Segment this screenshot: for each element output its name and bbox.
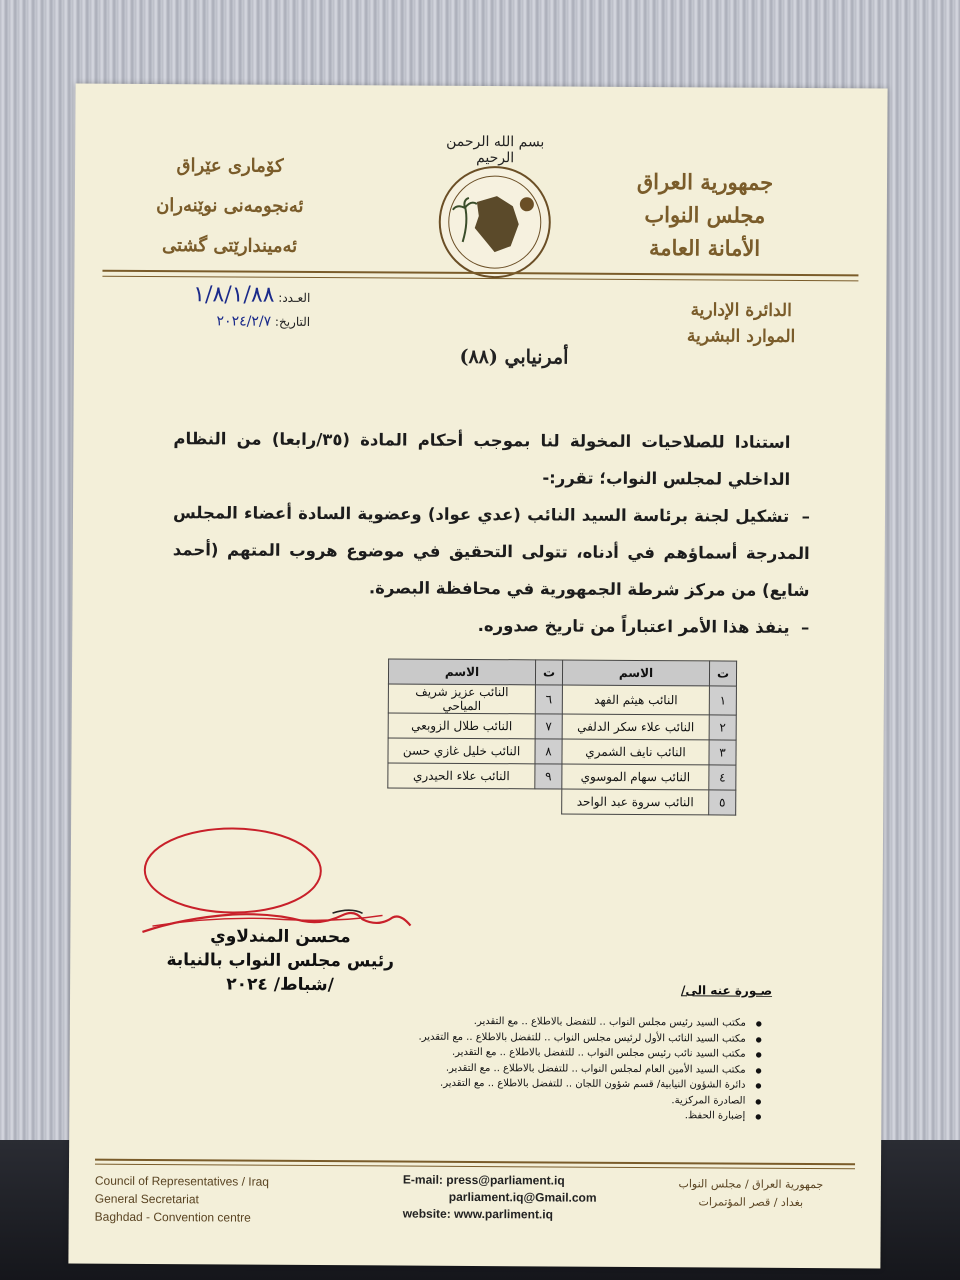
member-name: النائب علاء الحيدري <box>388 763 535 789</box>
order-title: أمرنيابي (٨٨) <box>459 345 569 369</box>
col-num-header: ت <box>709 661 736 686</box>
letterhead-right <box>595 165 816 265</box>
footer-en-line-2: General Secretariat <box>94 1191 199 1207</box>
list-item: ● مكتب السيد نائب رئيس مجلس النواب .. للتفضل بالاطلاع .. مع التقدير. <box>382 1044 762 1062</box>
date-label: التاريخ: <box>274 314 311 329</box>
list-item: ● مكتب السيد رئيس مجلس النواب .. للتفضل بالاطلاع .. مع التقدير. <box>382 1013 762 1031</box>
signatory-name: محسن المندلاوي <box>210 926 351 948</box>
footer-website: website: www.parliment.iq <box>402 1206 554 1222</box>
footer-english <box>95 1172 269 1227</box>
row-number: ٢ <box>709 715 736 740</box>
footer-en-line-3: Baghdad - Convention centre <box>94 1209 251 1225</box>
letterhead-right-line-1: جمهورية العراق <box>636 168 774 195</box>
signatory-date: /شباط/ ٢٠٢٤ <box>226 974 334 996</box>
signatory-title: رئيس مجلس النواب بالنيابة <box>166 950 395 972</box>
number-value: ١/٨/١/٨٨ <box>193 282 275 308</box>
body-item-1: – تشكيل لجنة برئاسة السيد النائب (عدي عواد) وعضوية السادة أعضاء المجلس المدرجة أسماؤهم في أدناه، تتولى التحقيق في موضوع هروب المتهم (أحمد شايع) من مركز شرطة الجمهورية في محافظة البصرة. <box>172 503 811 601</box>
footer-contact <box>403 1172 597 1224</box>
signatory-block <box>160 924 400 997</box>
table-row <box>388 738 736 765</box>
letterhead-right-line-2: مجلس النواب <box>644 202 766 228</box>
cc-title: صـورة عنه الى/ <box>680 983 773 998</box>
member-name: النائب هيثم الفهد <box>562 685 709 715</box>
members-table <box>387 658 737 815</box>
parliament-emblem-icon <box>434 162 555 283</box>
member-name: النائب خليل غازي حسن <box>388 738 535 764</box>
basmala: بسم الله الرحمن الرحيم <box>446 133 545 167</box>
footer-ar-line-1: جمهورية العراق / مجلس النواب <box>678 1177 824 1192</box>
row-number: ٦ <box>535 685 562 714</box>
table-row <box>388 788 736 815</box>
letterhead-left <box>114 146 345 267</box>
letterhead-left-line-1: كۆماری عێراق <box>176 155 284 177</box>
col-name-header: الاسم <box>562 660 709 686</box>
row-number: ٩ <box>535 764 562 789</box>
member-name: النائب سروة عبد الواحد <box>562 789 709 815</box>
number-label: العـدد: <box>278 290 311 305</box>
letterhead-right-line-3: الأمانة العامة <box>648 235 761 261</box>
row-number: ٣ <box>709 740 736 765</box>
row-number: ٨ <box>535 739 562 764</box>
footer-arabic <box>661 1175 841 1212</box>
row-number: ١ <box>709 686 736 715</box>
letterhead-left-line-3: ئه‌میندارێتی گشتی <box>162 235 298 257</box>
body-item-1-text: تشكيل لجنة برئاسة السيد النائب (عدي عواد) وعضوية السادة أعضاء المجلس المدرجة أسماؤهم في أدناه، تتولى التحقيق في موضوع هروب المتهم (أحمد شايع) من مركز شرطة الجمهورية في محافظة البصرة. <box>172 503 810 601</box>
row-number: ٧ <box>535 714 562 739</box>
member-name: النائب طلال الزوبعي <box>388 713 535 739</box>
member-name: النائب نايف الشمري <box>562 739 709 765</box>
table-row <box>388 763 736 790</box>
body-item-2: – ينفذ هذا الأمر اعتباراً من تاريخ صدوره. <box>477 615 810 638</box>
table-header-row <box>388 659 736 686</box>
footer-ar-line-2: بغداد / قصر المؤتمرات <box>698 1195 804 1209</box>
letterhead-left-line-2: ئه‌نجومه‌نی نوێنه‌ران <box>156 195 304 217</box>
department-line-2: الموارد البشرية <box>686 326 796 347</box>
reference-block <box>110 282 310 330</box>
list-item: ● دائرة الشؤون النيابية/ قسم شؤون اللجان .. للتفضل بالاطلاع .. مع التقدير. <box>381 1075 761 1093</box>
footer-en-line-1: Council of Representatives / Iraq <box>94 1173 270 1189</box>
table-row <box>388 684 736 715</box>
member-name: النائب علاء سكر الدلفي <box>562 714 709 740</box>
table-row <box>388 713 736 740</box>
body-item-2-text: ينفذ هذا الأمر اعتباراً من تاريخ صدوره. <box>477 615 790 637</box>
list-item: ● مكتب السيد الأمين العام لمجلس النواب .. للتفضل بالاطلاع .. مع التقدير. <box>382 1060 762 1078</box>
document-page <box>68 84 887 1269</box>
cc-list <box>381 1013 762 1124</box>
list-item: ● الصادرة المركزية. <box>381 1091 761 1109</box>
department-stamp <box>666 297 816 350</box>
member-name: النائب سهام الموسوي <box>562 764 709 790</box>
list-item: ● إضبارة الحفظ. <box>381 1106 761 1124</box>
department-line-1: الدائرة الإدارية <box>690 300 792 321</box>
row-number: ٤ <box>709 765 736 790</box>
member-name: النائب عزيز شريف المياحي <box>388 684 535 714</box>
empty-cell <box>388 788 535 814</box>
row-number: ٥ <box>709 790 736 815</box>
body-paragraph: استنادا للصلاحيات المخولة لنا بموجب أحكام المادة (٣٥/رابعا) من النظام الداخلي لمجلس النواب؛ تقرر:- <box>173 429 791 489</box>
date-value: ٢٠٢٤/٢/٧ <box>216 313 272 330</box>
footer-email-2: parliament.iq@Gmail.com <box>448 1189 597 1205</box>
col-num-header: ت <box>535 660 562 685</box>
footer-email: E-mail: press@parliament.iq <box>402 1172 565 1188</box>
order-body <box>172 420 811 646</box>
empty-cell <box>535 789 562 814</box>
list-item: ● مكتب السيد النائب الأول لرئيس مجلس النواب .. للتفضل بالاطلاع .. مع التقدير. <box>382 1029 762 1047</box>
col-name-header: الاسم <box>388 659 535 685</box>
